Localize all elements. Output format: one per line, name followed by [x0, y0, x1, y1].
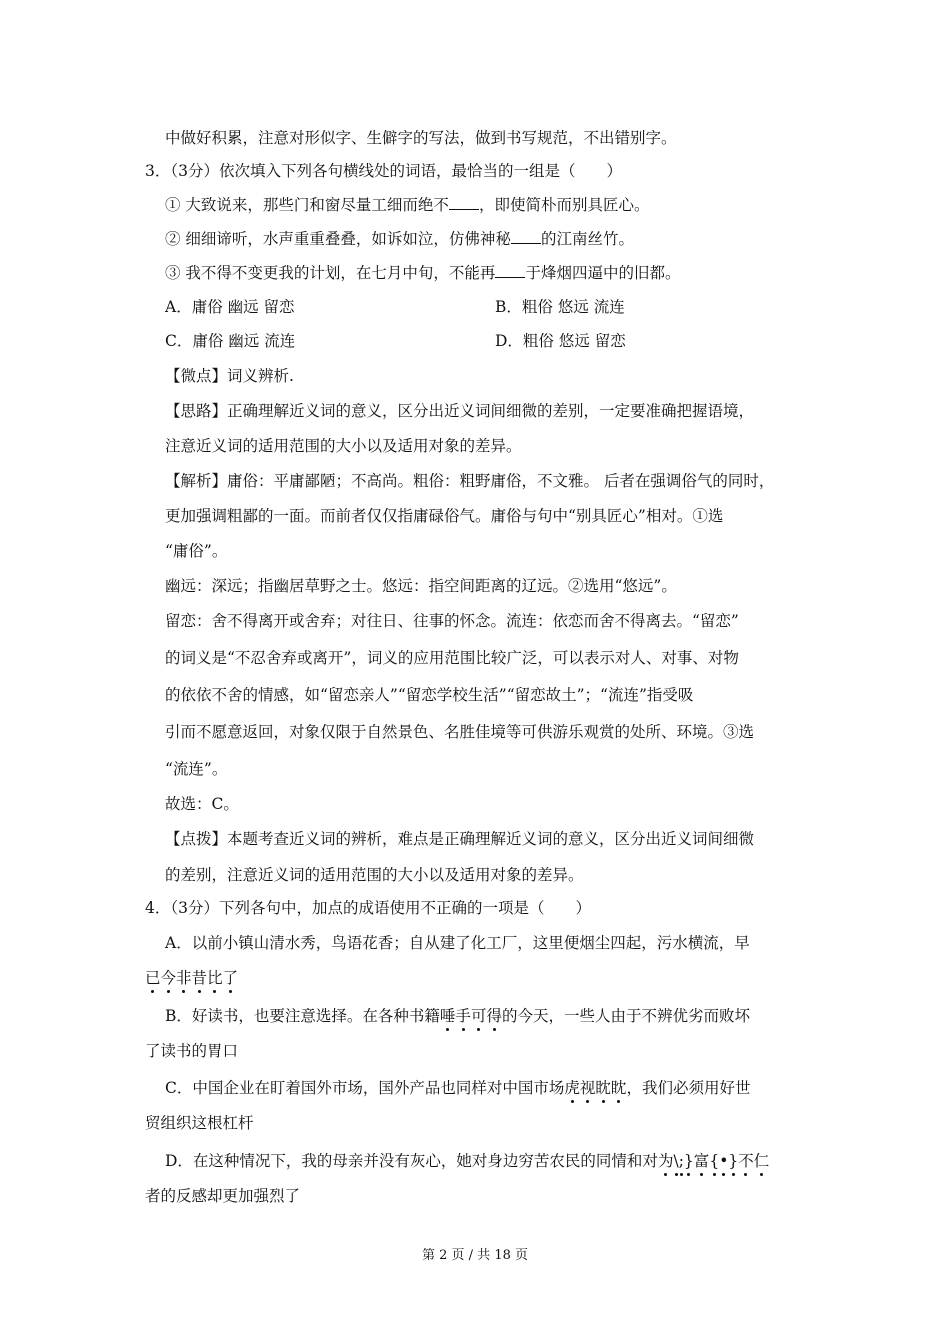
s3-text-post: 于烽烟四逼中的旧都。	[525, 264, 681, 282]
jiexi-line-4: 幽远：深远；指幽居草野之士。悠远：指空间距离的辽远。②选用“悠远”。	[165, 577, 677, 595]
s3-text-pre: ③ 我不得不变更我的计划，在七月中旬，不能再	[165, 264, 496, 282]
dotted-idiom-d: 为\;}富{•}不仁	[657, 1152, 770, 1170]
q3-options-row-1	[165, 297, 865, 317]
q4-option-c-line-2: 贸组织这根杠杆	[145, 1114, 254, 1132]
q4-option-a-line-1: A．以前小镇山清水秀，鸟语花香；自从建了化工厂，这里便烟尘四起，污水横流，早	[165, 934, 750, 952]
s2-text-pre: ② 细细谛听，水声重重叠叠，如诉如泣，仿佛神秘	[165, 230, 511, 248]
s1-text-post: ，即使简朴而别具匠心。	[478, 196, 650, 214]
option-c: C．庸俗 幽远 流连	[165, 332, 296, 350]
silu-line-2: 注意近义词的适用范围的大小以及适用对象的差异。	[165, 437, 522, 455]
dotted-idiom-a: 已今非昔比了	[145, 969, 239, 987]
q4-option-c-line-1	[165, 1078, 750, 1098]
silu-line-1: 【思路】正确理解近义词的意义，区分出近义词间细微的差别，一定要准确把握语境，	[165, 402, 755, 420]
option-d: D．粗俗 悠远 留恋	[495, 332, 626, 350]
answer-line: 故选：C。	[165, 795, 239, 813]
dianbo-line-2: 的差别，注意近义词的适用范围的大小以及适用对象的差异。	[165, 866, 584, 884]
q3-stem: 3．（3分）依次填入下列各句横线处的词语，最恰当的一组是（ ）	[145, 162, 622, 180]
continuation-line: 中做好积累，注意对形似字、生僻字的写法，做到书写规范，不出错别字。	[165, 129, 677, 147]
option-b: B．粗俗 悠远 流连	[495, 298, 625, 316]
c-text-post: ，我们必须用好世	[626, 1079, 751, 1097]
weidian-label: 【微点】词义辨析.	[165, 367, 294, 385]
jiexi-line-8: 引而不愿意返回，对象仅限于自然景色、名胜佳境等可供游乐观赏的处所、环境。③选	[165, 723, 755, 741]
jiexi-line-6: 的词义是“不忍舍弃或离开”，词义的应用范围比较广泛，可以表示对人、对事、对物	[165, 649, 739, 667]
q3-sentence-3	[165, 263, 680, 283]
s1-text-pre: ① 大致说来，那些门和窗尽量工细而绝不	[165, 196, 449, 214]
jiexi-line-1: 【解析】庸俗：平庸鄙陋；不高尚。粗俗：粗野庸俗，不文雅。 后者在强调俗气的同时，	[165, 472, 775, 490]
q4-option-a-line-2	[145, 968, 238, 988]
q4-stem: 4．（3分）下列各句中，加点的成语使用不正确的一项是（ ）	[145, 899, 591, 917]
d-text-pre: D．在这种情况下，我的母亲并没有灰心，她对身边穷苦农民的同情和对	[165, 1152, 658, 1170]
jiexi-line-7: 的依依不舍的情感，如“留恋亲人”“留恋学校生活”“留恋故土”；“流连”指受吸	[165, 686, 694, 704]
b-text-pre: B．好读书，也要注意选择。在各种书籍	[165, 1007, 440, 1025]
blank-1	[449, 195, 479, 210]
blank-2	[511, 229, 541, 244]
b-text-post: 的今天，一些人由于不辨优劣而败坏	[501, 1007, 750, 1025]
q3-sentence-1	[165, 195, 649, 215]
jiexi-line-5: 留恋：舍不得离开或舍弃；对往日、往事的怀念。流连：依恋而舍不得离去。“留恋”	[165, 612, 739, 630]
jiexi-line-9: “流连”。	[165, 760, 228, 778]
q3-options-row-2	[165, 331, 865, 351]
q3-sentence-2	[165, 229, 634, 249]
s2-text-post: 的江南丝竹。	[540, 230, 634, 248]
dotted-idiom-c: 虎视眈眈	[564, 1079, 627, 1097]
q4-option-b-line-2: 了读书的胃口	[145, 1042, 239, 1060]
jiexi-line-2: 更加强调粗鄙的一面。而前者仅仅指庸碌俗气。庸俗与句中“别具匠心”相对。①选	[165, 507, 724, 525]
dotted-idiom-b: 唾手可得	[439, 1007, 502, 1025]
q4-option-d-line-1	[165, 1151, 769, 1171]
blank-3	[495, 263, 525, 278]
option-a: A．庸俗 幽远 留恋	[165, 298, 295, 316]
q4-option-d-line-2: 者的反感却更加强烈了	[145, 1187, 301, 1205]
c-text-pre: C．中国企业在盯着国外市场，国外产品也同样对中国市场	[165, 1079, 565, 1097]
jiexi-line-3: “庸俗”。	[165, 542, 228, 560]
page-footer: 第 2 页 / 共 18 页	[422, 1248, 528, 1263]
q4-option-b-line-1	[165, 1006, 750, 1026]
dianbo-line-1: 【点拨】本题考查近义词的辨析，难点是正确理解近义词的意义，区分出近义词间细微	[165, 830, 755, 848]
